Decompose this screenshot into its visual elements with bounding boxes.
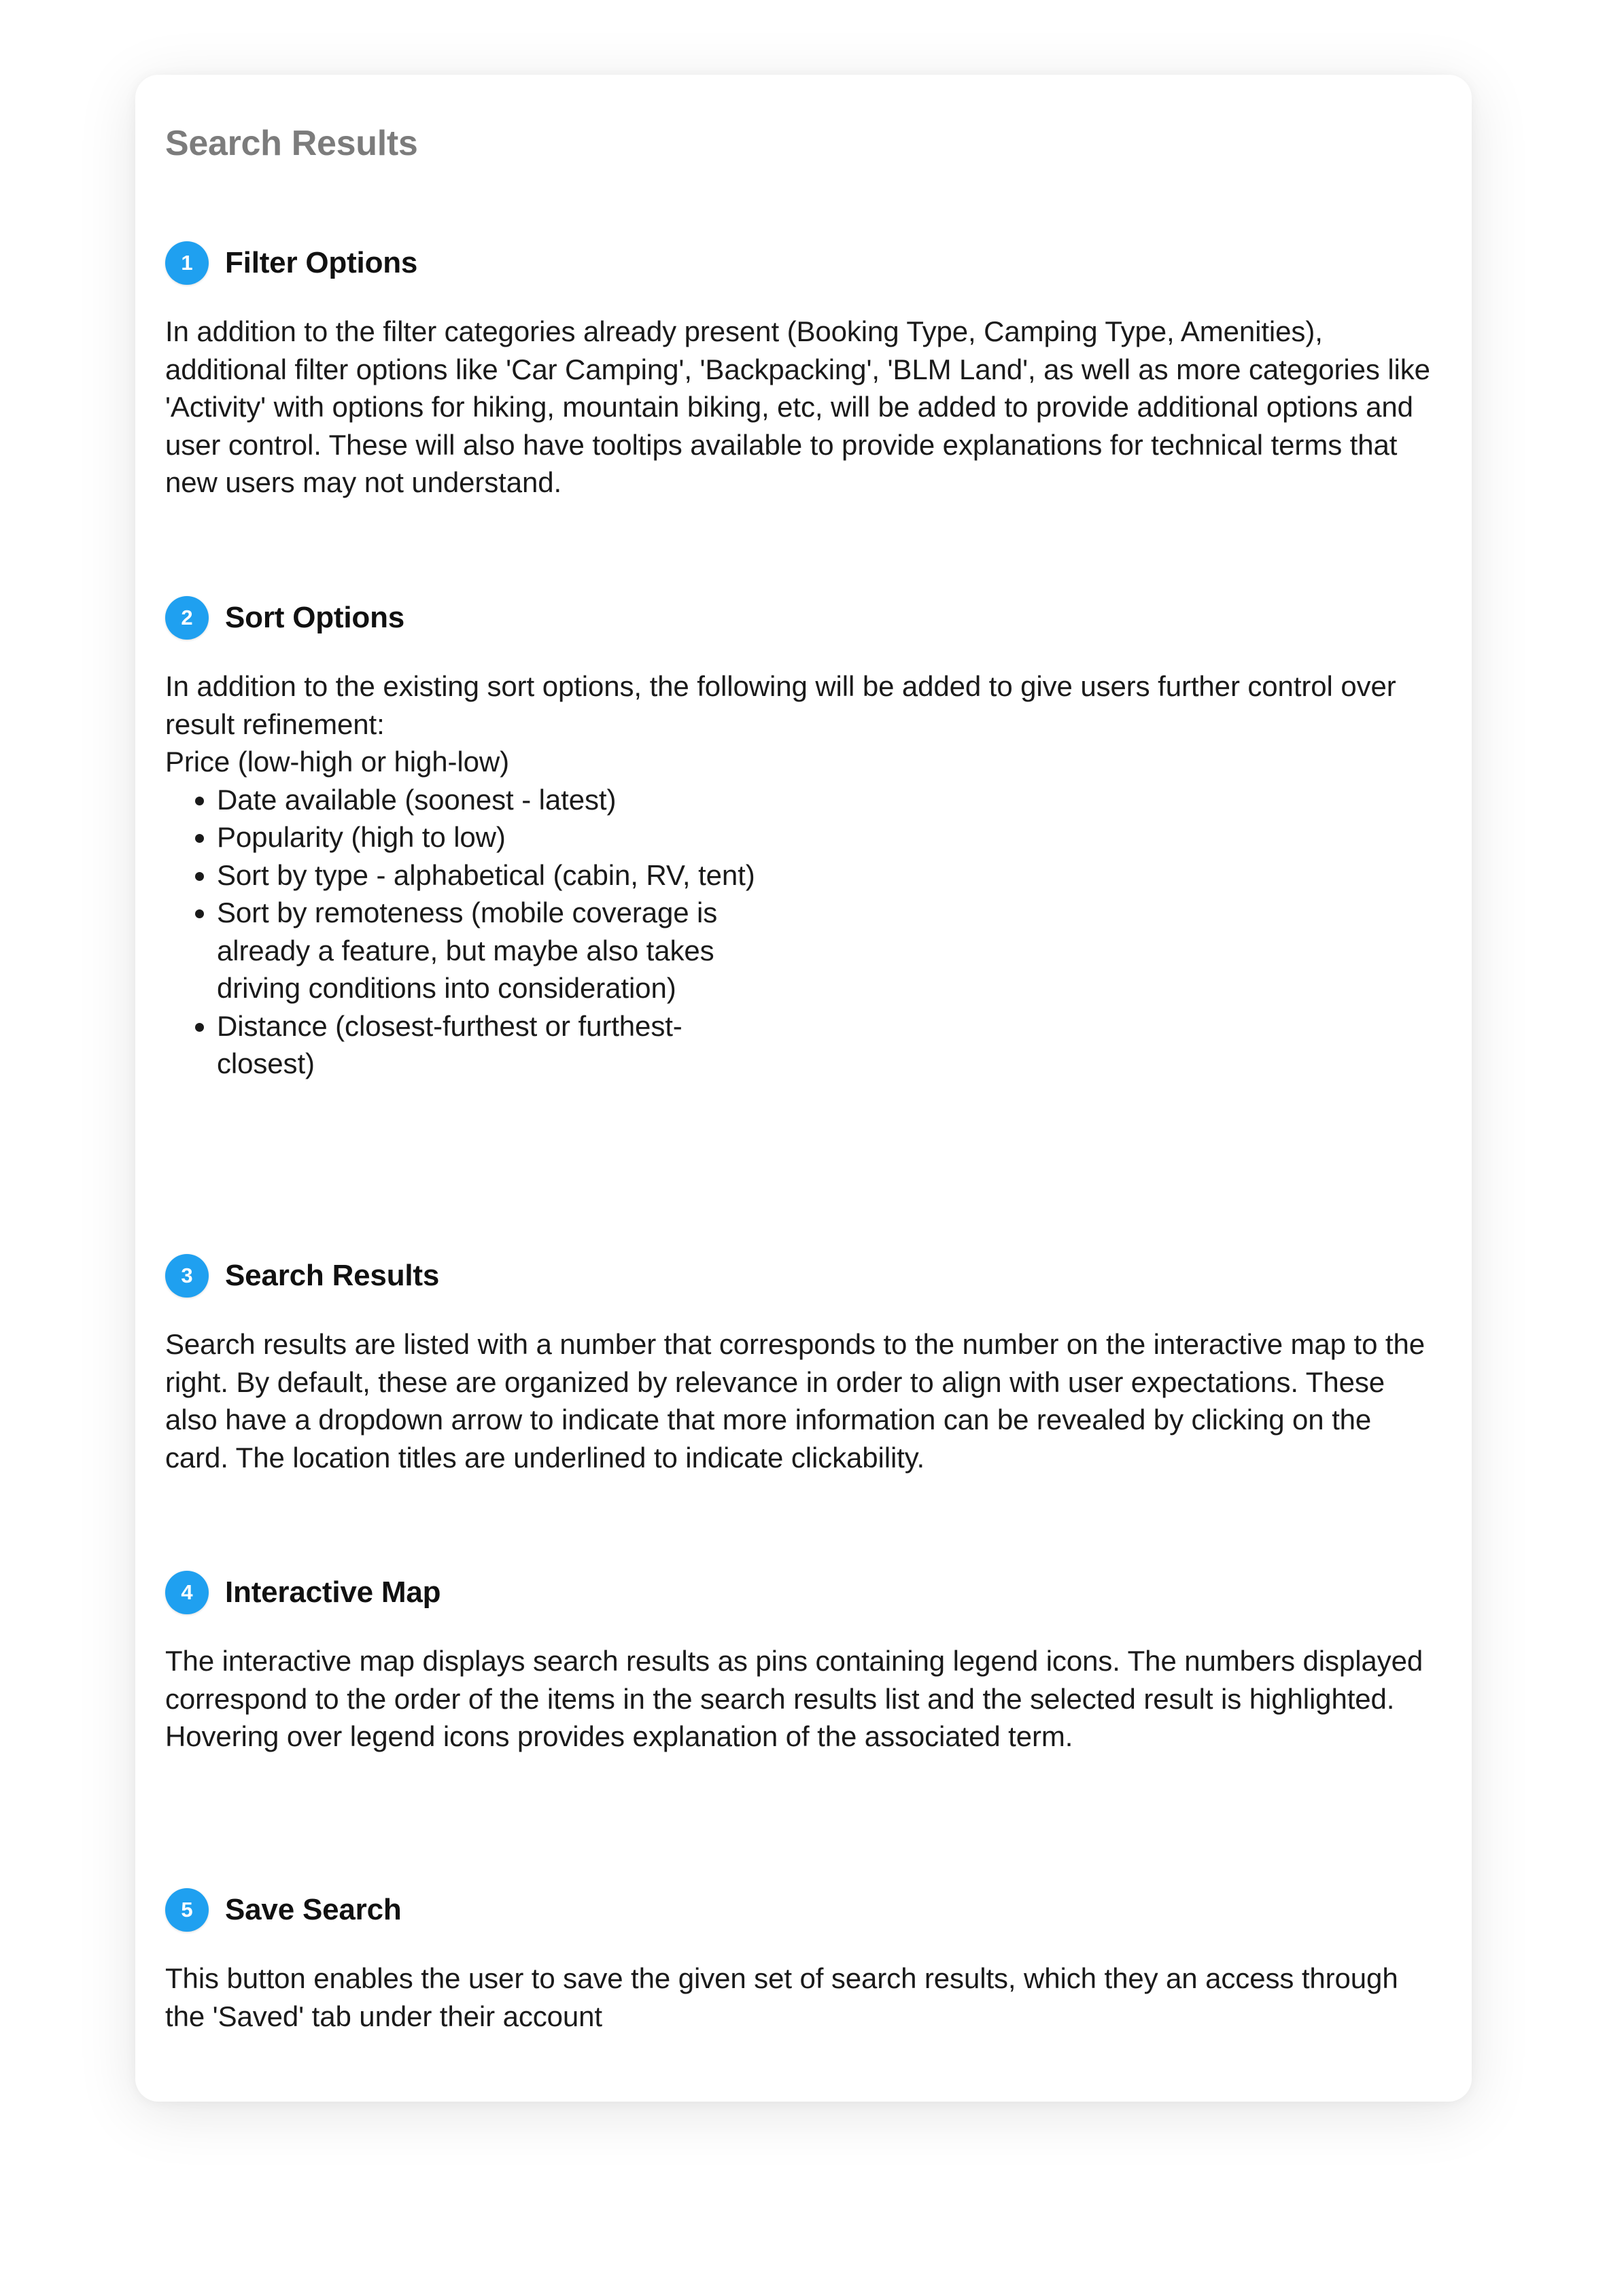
note-header — [165, 595, 1442, 640]
list-item: • Distance (closest-furthest or furthest-closest) — [217, 1007, 774, 1083]
note-interactive-map — [165, 1570, 1442, 1756]
note-title: Search Results — [225, 1259, 440, 1292]
sort-option-price: Price (low-high or high-low) — [165, 746, 510, 778]
note-paragraph: This button enables the user to save the given set of search results, which they an access through the 'Saved' tab under their account — [165, 1962, 1398, 2032]
note-paragraph: The interactive map displays search results as pins containing legend icons. The numbers displayed correspond to the order of the items in the search results list and the selected result is highlighted. — [165, 1645, 1423, 1715]
note-header — [165, 241, 1442, 285]
note-paragraph: Hovering over legend icons provides explanation of the associated term. — [165, 1720, 1073, 1752]
note-title: Save Search — [225, 1893, 402, 1926]
note-filter-options — [165, 241, 1442, 502]
number-badge: 3 — [165, 1254, 209, 1298]
note-paragraph: Search results are listed with a number that corresponds to the number on the interactive map to the right. By default, these are organized by relevance in order to align with user expectations. These also have a dropdown arrow to indicate that more information can be revealed by clicking on the card. The location titles are underlined to indicate clickability. — [165, 1328, 1425, 1474]
note-save-search — [165, 1888, 1442, 2035]
list-item: • Popularity (high to low) — [217, 818, 774, 856]
note-header — [165, 1570, 1442, 1615]
list-item: • Date available (soonest - latest) — [217, 781, 774, 819]
note-title: Filter Options — [225, 246, 418, 279]
sort-options-list — [165, 781, 774, 1083]
note-search-results — [165, 1253, 1442, 1476]
note-body — [165, 1960, 1442, 2035]
number-badge: 2 — [165, 596, 209, 640]
note-paragraph: In addition to the existing sort options, the following will be added to give users further control over result refinement: — [165, 670, 1396, 740]
note-title: Interactive Map — [225, 1576, 441, 1609]
card-title: Search Results — [165, 124, 418, 163]
number-badge: 5 — [165, 1888, 209, 1932]
note-sort-options — [165, 595, 1442, 1083]
number-badge: 1 — [165, 241, 209, 285]
number-badge: 4 — [165, 1571, 209, 1614]
note-title: Sort Options — [225, 601, 405, 634]
note-body — [165, 667, 1442, 1083]
list-item: • Sort by remoteness (mobile coverage is already a feature, but maybe also takes driving conditions into consideration) — [217, 894, 774, 1007]
annotation-card — [135, 75, 1472, 2102]
note-body — [165, 1642, 1442, 1756]
note-header — [165, 1253, 1442, 1298]
list-item: • Sort by type - alphabetical (cabin, RV, tent) — [217, 856, 774, 894]
note-header — [165, 1888, 1442, 1932]
note-body — [165, 1325, 1442, 1476]
note-body — [165, 313, 1442, 502]
note-paragraph: In addition to the filter categories already present (Booking Type, Camping Type, Amenities), additional filter options like 'Car Camping', 'Backpacking', 'BLM Land', as well as more categories like 'Activity' with options for hiking, mountain biking, etc, will be added to provide additional options and user control. These will also have tooltips available to provide explanations for technical terms that new users may not understand. — [165, 315, 1430, 498]
